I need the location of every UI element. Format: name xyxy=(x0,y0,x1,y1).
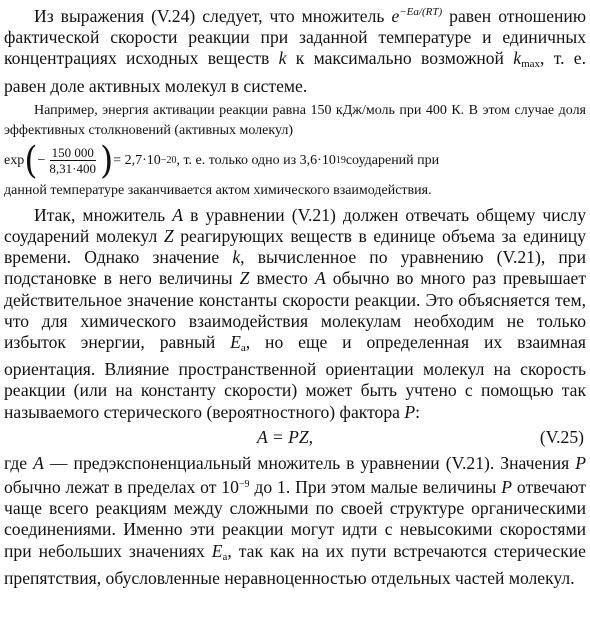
k-symbol: k xyxy=(278,48,287,69)
minus-sign: − xyxy=(37,152,46,168)
page xyxy=(4,2,586,589)
example-line-3: данной температуре заканчивается актом химического взаимодействия. xyxy=(4,182,432,198)
left-paren: ( xyxy=(24,138,38,183)
e-symbol: e xyxy=(391,6,400,26)
kmax-subscript: max xyxy=(521,58,541,71)
equation-v25 xyxy=(4,423,586,453)
equation-body: A = PZ, xyxy=(257,426,314,447)
result-text: = 2,7·10 xyxy=(113,152,161,168)
end-text: соударений при xyxy=(345,152,440,168)
exp-word: exp xyxy=(4,152,25,168)
equation-number: (V.25) xyxy=(539,426,584,447)
mid-text: , т. е. только одно из 3,6·10 xyxy=(176,152,336,168)
right-paren: ) xyxy=(99,138,114,183)
result-exponent: −20 xyxy=(160,155,177,167)
paragraph-exponent-meaning: Из выражения (V.24) следует, что множитель $e^{-Ea/(RT)}$ равен отношению фактической скорости реакции при заданной температуре и единичных концентрациях исходных веществ k к максимально возможной $k_{max}$, т. е. равен доле активных молекул в системе. xyxy=(4,6,586,96)
fraction-numerator: 150 000 xyxy=(51,145,94,161)
example-line-1: Например, энергия активации реакции равна 150 кДж/моль при 400 К. В этом случае доля эффективных столкновений (активных молекул) xyxy=(4,102,586,138)
paragraph-steric-factor: Итак, множитель A в уравнении (V.21) должен отвечать общему числу соударений молекул Z реагирующих веществ в единице объема за единицу времени. Однако значение k, вычисленное по уравнению (V.21), при подстановке в него величины Z вместо A обычно во много раз превышает действительное значение константы скорости реакции. Это объясняется тем, что для химического взаимодействия молекулам необходим не только избыток энергии, равный $E_a$, но еще и определенная их взаимная ориентация. Влияние пространственной ориентации молекул на скорость реакции (или на константу скорости) может быть учтено с помощью так называемого стерического (вероятностного) фактора P: xyxy=(4,204,587,422)
example-block xyxy=(4,101,586,201)
exponent-superscript: −Ea/(RT) xyxy=(399,6,443,18)
power-exponent: −9 xyxy=(238,479,250,491)
example-exp-line xyxy=(4,138,586,183)
fraction-denominator: 8,31·400 xyxy=(49,161,96,177)
mid-exponent: 19 xyxy=(335,155,346,167)
kmax-symbol: k xyxy=(513,48,522,69)
paragraph-preexponential: где A — предэкспоненциальный множитель в уравнении (V.21). Значения P обычно лежат в пределах от $10^{-9}$ до 1. При этом малые величины P отвечают чаще всего реакциям между сложными по своей структуре органическими соединениями. Именно эти реакции могут идти с невысокими скоростями при небольших значениях $E_a$, так как на их пути встречаются стерические препятствия, обусловленные неравноценностью отдельных частей молекул. xyxy=(4,452,586,588)
fraction xyxy=(47,145,98,176)
